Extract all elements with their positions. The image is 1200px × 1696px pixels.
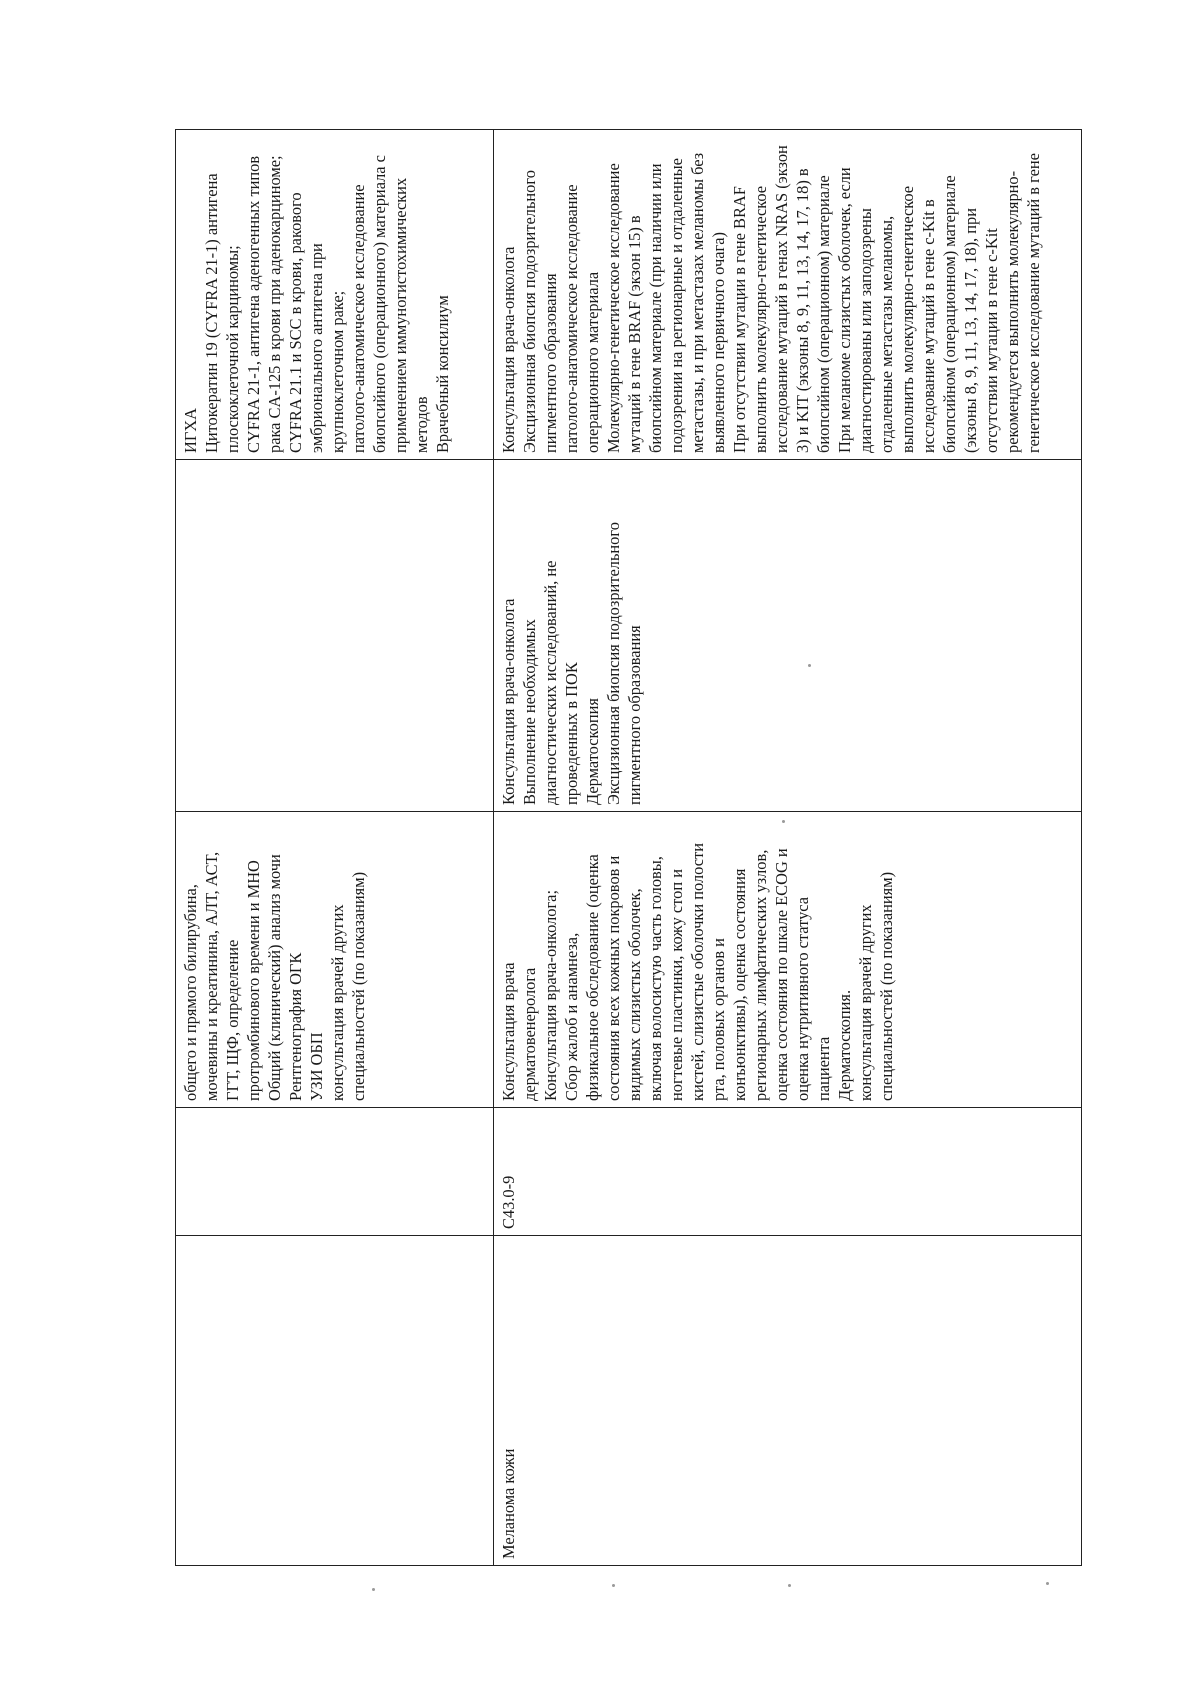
text-line: протромбинового времени и МНО <box>244 860 263 1101</box>
text-line: исследование мутаций в гене c-Kit в <box>919 199 938 453</box>
text-line: Консультация врача-онколога <box>499 246 518 453</box>
cell-code-empty <box>176 1108 494 1236</box>
text-line: CYFRA 21.1 и SCC в крови, ракового <box>286 192 305 453</box>
text-line: Консультация врача-онколога <box>499 598 518 805</box>
text-line: Консультация врача <box>499 962 518 1101</box>
text-line: УЗИ ОБП <box>307 1032 326 1101</box>
text-line: дерматовенеролога <box>520 967 539 1101</box>
text-line: выполнить молекулярно-генетическое <box>898 185 917 453</box>
text-line: выполнить молекулярно-генетическое <box>751 185 770 453</box>
text-line: (экзоны 8, 9, 11, 13, 14, 17, 18), при <box>961 208 980 453</box>
text-line: биопсийном (операционном) материале <box>814 175 833 453</box>
text-line: биопсийном (операционном) материале <box>940 175 959 453</box>
text-line: ГГТ, ЩФ, определение <box>223 939 242 1101</box>
text-line: метастазы, и при метастазах меланомы без <box>688 152 707 453</box>
cell-icd-code <box>494 1108 1082 1236</box>
text-line: рекомендуется выполнить молекулярно- <box>1003 170 1022 453</box>
text-line: кистей, слизистые оболочки полости <box>688 843 707 1101</box>
text-line: Эксцизионная биопсия подозрительного <box>604 522 623 805</box>
text-line: Дерматоскопия. <box>835 989 854 1101</box>
text-line: Консультация врача-онколога; <box>541 890 560 1101</box>
text-line: методов <box>412 396 431 453</box>
cell-primary-exam <box>494 812 1082 1108</box>
text-line: отсутствии мутации в гене c-Kit <box>982 228 1001 453</box>
text-line: конъюнктивы), оценка состояния <box>730 868 749 1101</box>
scan-speck <box>788 1584 791 1587</box>
text-line: диагностических исследований, не <box>541 560 560 805</box>
text-line: мутаций в гене BRAF (экзон 15) в <box>625 215 644 453</box>
diagnosis-name: Меланома кожи <box>499 1448 518 1559</box>
text-line: видимых слизистых оболочек, <box>625 888 644 1101</box>
text-line: При отсутствии мутации в гене BRAF <box>730 186 749 453</box>
scan-speck <box>808 664 811 667</box>
text-line: Молекулярно-генетическое исследование <box>604 163 623 453</box>
text-line: оценка нутритивного статуса <box>793 896 812 1101</box>
text-line: рта, половых органов и <box>709 938 728 1101</box>
text-line: оценка состояния по шкале ECOG и <box>772 848 791 1101</box>
cell-specialized-exam <box>494 130 1082 460</box>
clinical-guidelines-table <box>175 129 1082 1566</box>
text-line: Сбор жалоб и анамнеза, <box>562 932 581 1101</box>
text-line: плоскоклеточной карциномы; <box>223 245 242 453</box>
text-line: специальностей (по показаниям) <box>349 871 368 1101</box>
text-line: операционного материала <box>583 271 602 453</box>
text-line: физикальное обследование (оценка <box>583 854 602 1101</box>
icd-code: C43.0-9 <box>499 1175 518 1229</box>
text-line: консультация врачей других <box>328 904 347 1101</box>
text-line: диагностированы или заподозрены <box>856 208 875 453</box>
text-line: регионарных лимфатических узлов, <box>751 849 770 1101</box>
text-line: патолого-анатомическое исследование <box>349 184 368 453</box>
text-line: подозрении на регионарные и отдаленные <box>667 158 686 453</box>
text-line: Общий (клинический) анализ мочи <box>265 854 284 1101</box>
text-line: исследование мутаций в генах NRAS (экзон <box>772 145 791 453</box>
cell-secondary-exam-empty <box>176 460 494 812</box>
text-line: Дерматоскопия <box>583 698 602 805</box>
text-line: выявленного первичного очага) <box>709 232 728 453</box>
text-line: мочевины и креатинина, АЛТ, АСТ, <box>202 851 221 1101</box>
text-line: крупноклеточном раке; <box>328 290 347 453</box>
table-row <box>494 130 1082 1566</box>
text-line: консультация врачей других <box>856 904 875 1101</box>
text-line: пациента <box>814 1036 833 1101</box>
cell-secondary-exam <box>494 460 1082 812</box>
text-line: биопсийном материале (при наличии или <box>646 163 665 453</box>
text-line: отдаленные метастазы меланомы, <box>877 215 896 453</box>
text-line: ИГХА <box>181 408 200 453</box>
text-line: Рентгенография ОГК <box>286 952 305 1101</box>
text-line: Выполнение необходимых <box>520 619 539 805</box>
cell-specialized-exam-continued <box>176 130 494 460</box>
rotated-page-content <box>175 130 1081 1566</box>
cell-primary-exam-continued <box>176 812 494 1108</box>
text-line: проведенных в ПОК <box>562 662 581 805</box>
scan-speck <box>1046 1582 1049 1585</box>
text-line: Цитокератин 19 (CYFRA 21-1) антигена <box>202 173 221 453</box>
text-line: пигментного образования <box>625 625 644 805</box>
cell-diagnosis-empty <box>176 1236 494 1566</box>
table-row <box>176 130 494 1566</box>
text-line: пигментного образования <box>541 273 560 453</box>
text-line: ногтевые пластинки, кожу стоп и <box>667 869 686 1101</box>
text-line: применением иммуногистохимических <box>391 177 410 453</box>
scan-speck <box>782 820 785 823</box>
text-line: патолого-анатомическое исследование <box>562 184 581 453</box>
text-line: CYFRA 21-1, антигена аденогенных типов <box>244 155 263 453</box>
text-line: общего и прямого билирубина, <box>181 884 200 1101</box>
text-line: 3) и KIT (экзоны 8, 9, 11, 13, 14, 17, 18) в <box>793 168 812 453</box>
text-line: Эксцизионная биопсия подозрительного <box>520 170 539 453</box>
text-line: специальностей (по показаниям) <box>877 871 896 1101</box>
text-line: При меланоме слизистых оболочек, если <box>835 167 854 453</box>
text-line: биопсийного (операционного) материала с <box>370 155 389 453</box>
scan-speck <box>612 1584 615 1587</box>
text-line: эмбрионального антигена при <box>307 243 326 453</box>
text-line: генетическое исследование мутаций в гене <box>1024 153 1043 453</box>
text-line: рака CA-125 в крови при аденокарциноме; <box>265 155 284 453</box>
scan-speck <box>372 1588 375 1591</box>
text-line: включая волосистую часть головы, <box>646 856 665 1101</box>
text-line: состояния всех кожных покровов и <box>604 855 623 1101</box>
cell-diagnosis <box>494 1236 1082 1566</box>
text-line: Врачебный консилиум <box>433 295 452 453</box>
